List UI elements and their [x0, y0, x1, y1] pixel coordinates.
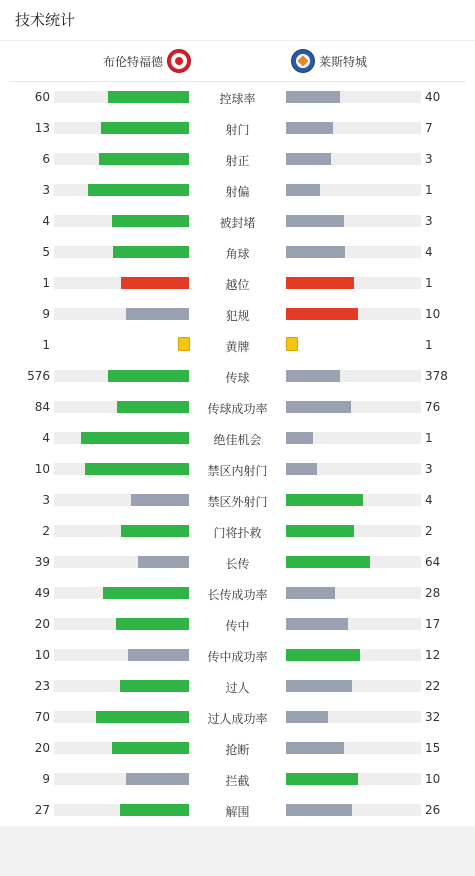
home-yellow-card-icon — [178, 337, 190, 351]
home-bar-fill — [117, 401, 189, 413]
stat-row — [0, 609, 475, 640]
home-value: 2 — [42, 524, 50, 538]
away-bar-track — [286, 153, 421, 165]
stat-row — [0, 702, 475, 733]
stat-row — [0, 671, 475, 702]
away-value: 1 — [425, 183, 433, 197]
leicester-crest-icon — [291, 49, 315, 73]
away-bar-track — [286, 773, 421, 785]
away-bar-fill — [286, 525, 354, 537]
stat-row — [0, 268, 475, 299]
home-bar-fill — [99, 153, 189, 165]
away-yellow-card-icon — [286, 337, 298, 351]
stat-row — [0, 547, 475, 578]
away-bar-fill — [286, 277, 354, 289]
page-title: 技术统计 — [0, 0, 475, 41]
away-value: 3 — [425, 152, 433, 166]
away-value: 3 — [425, 462, 433, 476]
away-bar-track — [286, 432, 421, 444]
stat-row — [0, 175, 475, 206]
home-value: 6 — [42, 152, 50, 166]
home-value: 1 — [42, 276, 50, 290]
away-bar-fill — [286, 246, 345, 258]
home-bar-fill — [126, 308, 189, 320]
home-bar-track — [54, 711, 189, 723]
away-value: 378 — [425, 369, 448, 383]
away-bar-track — [286, 742, 421, 754]
away-bar-track — [286, 556, 421, 568]
away-value: 32 — [425, 710, 441, 724]
away-value: 12 — [425, 648, 441, 662]
stat-label: 门将扑救 — [213, 526, 262, 540]
stat-label: 长传 — [225, 557, 250, 571]
stat-label: 长传成功率 — [207, 588, 268, 602]
home-bar-fill — [103, 587, 189, 599]
stat-row — [0, 516, 475, 547]
stat-label: 过人成功率 — [207, 712, 268, 726]
away-value: 76 — [425, 400, 441, 414]
stat-label: 拦截 — [225, 774, 250, 788]
away-value: 1 — [425, 431, 433, 445]
away-bar-track — [286, 277, 421, 289]
away-bar-track — [286, 587, 421, 599]
away-bar-track — [286, 122, 421, 134]
stat-row — [0, 423, 475, 454]
home-bar-fill — [138, 556, 189, 568]
stat-row — [0, 299, 475, 330]
home-value: 576 — [27, 369, 50, 383]
away-bar-fill — [286, 153, 331, 165]
stat-row — [0, 454, 475, 485]
home-bar-track — [54, 153, 189, 165]
away-bar-track — [286, 494, 421, 506]
away-value: 4 — [425, 245, 433, 259]
home-bar-track — [54, 525, 189, 537]
home-bar-track — [54, 215, 189, 227]
home-bar-track — [54, 742, 189, 754]
home-bar-fill — [101, 122, 189, 134]
home-bar-fill — [120, 804, 189, 816]
away-value: 2 — [425, 524, 433, 538]
away-value: 7 — [425, 121, 433, 135]
home-bar-track — [54, 122, 189, 134]
home-value: 60 — [34, 90, 50, 104]
stat-row — [0, 733, 475, 764]
stat-label: 射门 — [225, 123, 250, 137]
stat-label: 传中 — [225, 619, 250, 633]
home-value: 49 — [34, 586, 50, 600]
home-bar-fill — [81, 432, 189, 444]
home-bar-fill — [85, 463, 189, 475]
home-bar-fill — [121, 525, 189, 537]
home-value: 13 — [34, 121, 50, 135]
away-value: 22 — [425, 679, 441, 693]
stat-label: 犯规 — [225, 309, 250, 323]
home-bar-fill — [112, 215, 189, 227]
home-value: 39 — [34, 555, 50, 569]
away-bar-fill — [286, 804, 352, 816]
home-bar-track — [54, 432, 189, 444]
home-value: 5 — [42, 245, 50, 259]
away-value: 64 — [425, 555, 441, 569]
away-bar-track — [286, 680, 421, 692]
away-bar-track — [286, 649, 421, 661]
home-bar-fill — [96, 711, 189, 723]
away-bar-track — [286, 804, 421, 816]
home-value: 4 — [42, 214, 50, 228]
home-bar-fill — [126, 773, 189, 785]
home-bar-track — [54, 680, 189, 692]
away-bar-fill — [286, 494, 363, 506]
home-bar-track — [54, 308, 189, 320]
stat-label: 传球 — [225, 371, 250, 385]
away-bar-track — [286, 463, 421, 475]
away-bar-fill — [286, 680, 352, 692]
home-value: 70 — [34, 710, 50, 724]
home-bar-fill — [88, 184, 189, 196]
home-bar-fill — [131, 494, 189, 506]
stat-label: 禁区外射门 — [207, 495, 268, 509]
home-bar-fill — [128, 649, 189, 661]
home-value: 23 — [34, 679, 50, 693]
away-bar-fill — [286, 463, 317, 475]
home-value: 9 — [42, 307, 50, 321]
away-value: 4 — [425, 493, 433, 507]
stat-row — [0, 578, 475, 609]
away-bar-track — [286, 618, 421, 630]
away-team[interactable] — [291, 49, 367, 73]
home-bar-fill — [120, 680, 189, 692]
away-bar-fill — [286, 401, 351, 413]
stat-row — [0, 361, 475, 392]
home-bar-fill — [108, 91, 189, 103]
away-value: 17 — [425, 617, 441, 631]
away-bar-track — [286, 711, 421, 723]
home-bar-track — [54, 556, 189, 568]
away-value: 1 — [425, 338, 433, 352]
stat-label: 黄牌 — [225, 340, 250, 354]
away-bar-fill — [286, 587, 335, 599]
stat-row — [0, 237, 475, 268]
stat-row — [0, 640, 475, 671]
stat-label: 射正 — [225, 154, 250, 168]
home-value: 4 — [42, 431, 50, 445]
stat-label: 禁区内射门 — [207, 464, 268, 478]
away-bar-fill — [286, 773, 358, 785]
away-bar-fill — [286, 184, 320, 196]
away-bar-track — [286, 370, 421, 382]
home-value: 84 — [34, 400, 50, 414]
team-header — [9, 41, 466, 82]
stat-row — [0, 144, 475, 175]
stat-row — [0, 82, 475, 113]
home-value: 10 — [34, 648, 50, 662]
stat-label: 被封堵 — [219, 216, 256, 230]
home-team[interactable] — [103, 49, 191, 73]
home-bar-track — [54, 277, 189, 289]
home-bar-track — [54, 773, 189, 785]
stat-row — [0, 795, 475, 826]
away-bar-fill — [286, 370, 340, 382]
home-bar-track — [54, 587, 189, 599]
brentford-crest-icon — [167, 49, 191, 73]
stat-label: 传中成功率 — [207, 650, 268, 664]
home-bar-track — [54, 463, 189, 475]
home-value: 9 — [42, 772, 50, 786]
stat-label: 角球 — [225, 247, 250, 261]
stat-row — [0, 485, 475, 516]
stat-label: 控球率 — [219, 92, 256, 106]
away-bar-fill — [286, 308, 358, 320]
stat-row — [0, 113, 475, 144]
away-bar-track — [286, 184, 421, 196]
away-bar-fill — [286, 215, 344, 227]
home-bar-track — [54, 91, 189, 103]
away-bar-fill — [286, 711, 328, 723]
stat-label: 抢断 — [225, 743, 250, 757]
home-team-name: 布伦特福德 — [102, 54, 163, 69]
home-bar-fill — [121, 277, 189, 289]
home-bar-fill — [108, 370, 189, 382]
home-value: 27 — [34, 803, 50, 817]
away-value: 3 — [425, 214, 433, 228]
home-value: 20 — [34, 741, 50, 755]
away-value: 10 — [425, 307, 441, 321]
stat-row — [0, 764, 475, 795]
stats-list — [0, 82, 475, 826]
away-bar-track — [286, 246, 421, 258]
home-bar-track — [54, 649, 189, 661]
home-bar-fill — [112, 742, 189, 754]
away-bar-track — [286, 91, 421, 103]
home-value: 3 — [42, 183, 50, 197]
stat-row — [0, 330, 475, 361]
home-bar-track — [54, 246, 189, 258]
stat-label: 射偏 — [225, 185, 250, 199]
stat-label: 解围 — [225, 805, 250, 819]
home-value: 10 — [34, 462, 50, 476]
home-bar-track — [54, 184, 189, 196]
home-value: 3 — [42, 493, 50, 507]
away-value: 10 — [425, 772, 441, 786]
away-bar-fill — [286, 649, 360, 661]
away-bar-fill — [286, 556, 370, 568]
home-bar-track — [54, 494, 189, 506]
away-bar-fill — [286, 618, 348, 630]
away-bar-track — [286, 215, 421, 227]
home-value: 1 — [42, 338, 50, 352]
stat-label: 过人 — [225, 681, 250, 695]
away-value: 26 — [425, 803, 441, 817]
away-bar-track — [286, 525, 421, 537]
away-bar-track — [286, 308, 421, 320]
away-value: 15 — [425, 741, 441, 755]
home-bar-track — [54, 804, 189, 816]
away-value: 40 — [425, 90, 441, 104]
away-bar-fill — [286, 122, 333, 134]
home-value: 20 — [34, 617, 50, 631]
stat-row — [0, 392, 475, 423]
home-bar-fill — [116, 618, 189, 630]
away-team-name: 莱斯特城 — [319, 54, 368, 69]
home-bar-track — [54, 370, 189, 382]
home-bar-fill — [113, 246, 189, 258]
stat-label: 越位 — [225, 278, 250, 292]
away-value: 1 — [425, 276, 433, 290]
home-bar-track — [54, 401, 189, 413]
away-bar-fill — [286, 742, 344, 754]
stat-row — [0, 206, 475, 237]
away-value: 28 — [425, 586, 441, 600]
away-bar-fill — [286, 91, 340, 103]
home-bar-track — [54, 618, 189, 630]
stat-label: 绝佳机会 — [213, 433, 262, 447]
away-bar-track — [286, 401, 421, 413]
away-bar-fill — [286, 432, 313, 444]
stat-label: 传球成功率 — [207, 402, 268, 416]
